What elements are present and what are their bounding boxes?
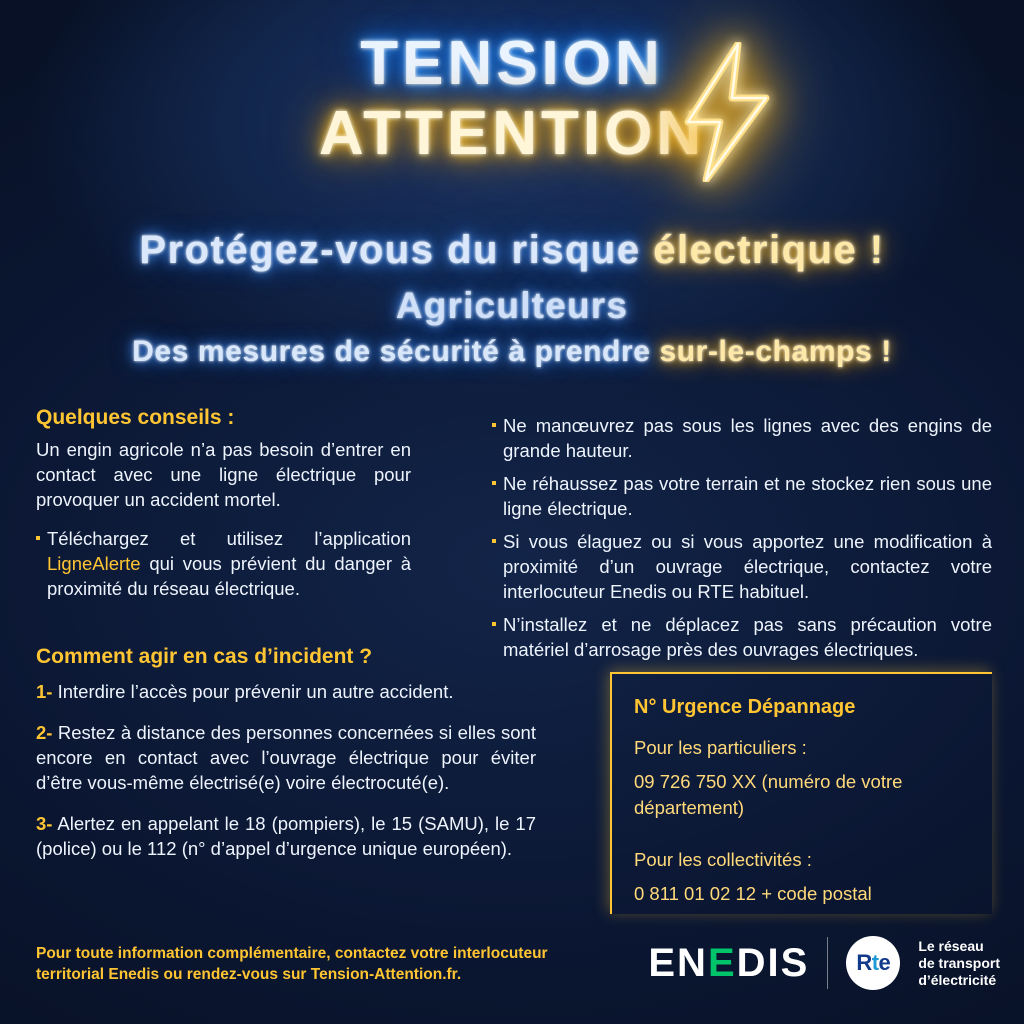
advice-bullet-suffix: qui vous prévient du danger à proximité du réseau électrique. <box>47 553 411 599</box>
incident-step <box>36 811 536 861</box>
rte-tagline <box>918 938 1000 989</box>
rte-logo <box>846 936 900 990</box>
advice-column <box>36 405 411 609</box>
safety-bullet-list <box>492 413 992 662</box>
neon-logo <box>0 24 1024 194</box>
footer-note: Pour toute information complémentaire, contactez votre interlocuteur territorial Enedis ou rendez-vous sur Tension-Attention.fr. <box>36 945 548 983</box>
advice-bullet-list <box>36 526 411 601</box>
enedis-logo-part2: E <box>707 940 737 985</box>
headline-main-prefix: Protégez-vous du risque <box>139 228 654 272</box>
list-item: N’installez et ne déplacez pas sans précaution votre matériel d’arrosage près des ouvrages électriques. <box>492 612 992 662</box>
incident-step-number: 1- <box>36 681 53 702</box>
rte-tagline-line2: de transport <box>918 954 1000 971</box>
headline-main-highlight: électrique ! <box>653 228 885 272</box>
incident-step-text: Restez à distance des personnes concernées si elles sont encore en contact avec l’ouvrage électrique pour éviter d’être vous-même électrisé(e) voire électrocuté(e). <box>36 722 536 793</box>
incident-step-number: 2- <box>36 722 53 743</box>
headline-audience: Agriculteurs <box>395 285 629 326</box>
logo-line-tension: TENSION <box>360 29 664 98</box>
emergency-individuals-label: Pour les particuliers : <box>634 737 807 758</box>
logo-line-attention: ATTENTION <box>318 99 706 168</box>
list-item <box>36 526 411 601</box>
incident-step <box>36 679 536 704</box>
headline-third-prefix: Des mesures de sécurité à prendre <box>132 335 660 368</box>
enedis-logo-part1: EN <box>648 940 708 985</box>
list-item: Si vous élaguez ou si vous apportez une modification à proximité d’un ouvrage électrique, contactez votre interlocuteur Enedis ou RTE habituel. <box>492 529 992 604</box>
brand-logos <box>648 930 1000 996</box>
emergency-title: N° Urgence Dépannage <box>634 696 856 718</box>
rte-logo-t: t <box>871 950 879 975</box>
lightning-bolt-icon <box>672 42 780 182</box>
emergency-contact-box <box>610 672 992 914</box>
rte-logo-e: e <box>878 950 891 975</box>
emergency-individuals-number: 09 726 750 XX (numéro de votre département) <box>634 771 903 818</box>
enedis-logo <box>648 941 809 986</box>
headline-main <box>0 225 1024 275</box>
incident-section <box>36 644 536 877</box>
brand-divider <box>827 937 828 989</box>
advice-title: Quelques conseils : <box>36 406 235 429</box>
incident-step-text: Alertez en appelant le 18 (pompiers), le 15 (SAMU), le 17 (police) ou le 112 (n° d’appel d’urgence unique européen). <box>36 813 536 859</box>
incident-step-number: 3- <box>36 813 53 834</box>
incident-step <box>36 720 536 795</box>
rte-tagline-line3: d’électricité <box>918 971 997 988</box>
advice-paragraph: Un engin agricole n’a pas besoin d’entrer en contact avec une ligne électrique pour provoquer un accident mortel. <box>36 439 411 510</box>
rte-logo-r: R <box>856 950 872 975</box>
emergency-communities-number: 0 811 01 02 12 + code postal <box>634 883 872 904</box>
rte-tagline-line1: Le réseau <box>918 937 984 954</box>
incident-title: Comment agir en cas d’incident ? <box>36 645 373 668</box>
emergency-communities-label: Pour les collectivités : <box>634 849 812 870</box>
lignealerte-link[interactable]: LigneAlerte <box>47 553 141 574</box>
headline-block <box>0 225 1024 369</box>
advice-bullet-prefix: Téléchargez et utilisez l’application <box>47 528 411 549</box>
incident-step-text: Interdire l’accès pour prévenir un autre accident. <box>52 681 454 702</box>
list-item: Ne manœuvrez pas sous les lignes avec des engins de grande hauteur. <box>492 413 992 463</box>
headline-third-highlight: sur-le-champs ! <box>659 335 892 368</box>
headline-third <box>0 335 1024 369</box>
enedis-logo-part3: DIS <box>736 940 810 985</box>
safety-measures-column <box>492 413 992 670</box>
list-item: Ne réhaussez pas votre terrain et ne stockez rien sous une ligne électrique. <box>492 471 992 521</box>
